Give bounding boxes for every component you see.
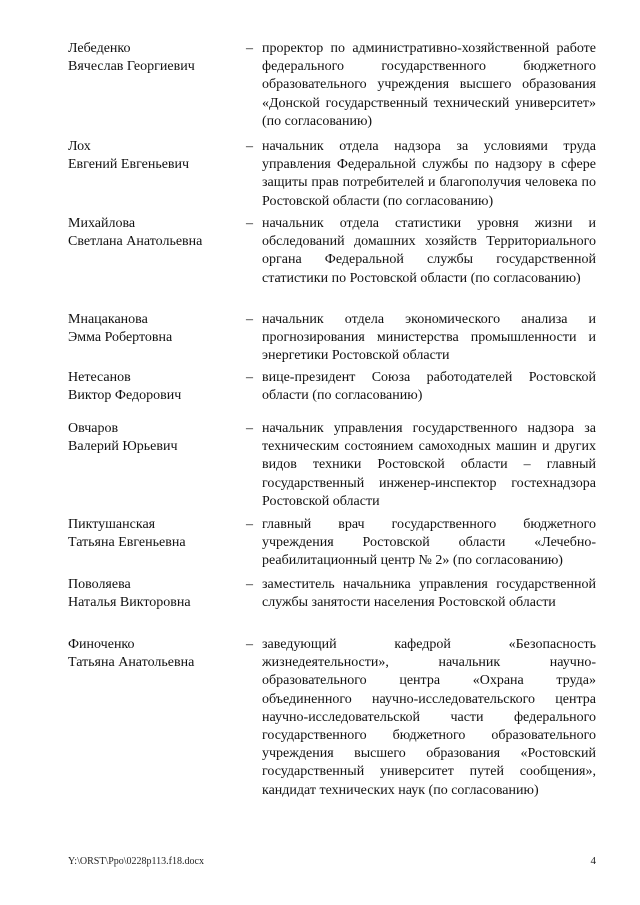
member-given-name: Виктор Федорович: [68, 388, 182, 404]
member-position: проректор по административно-хозяйственной работе федерального государственного бюджетного образовательного учреждения высшего образования «Донской государственный технический университет» (по согласованию): [262, 41, 596, 129]
member-name: [68, 636, 246, 672]
member-entry: [68, 516, 596, 576]
member-position: начальник отдела экономического анализа и прогнозирования министерства промышленности и энергетики Ростовской области: [262, 312, 596, 364]
member-entry: [68, 420, 596, 516]
member-surname: Михайлова: [68, 216, 136, 231]
member-given-name: Эмма Робертовна: [68, 330, 173, 346]
page-number: 4: [590, 855, 596, 867]
member-surname: Поволяева: [68, 577, 131, 592]
member-surname: Лох: [68, 139, 91, 154]
member-surname: Пиктушанская: [68, 517, 156, 532]
dash-separator: –: [246, 517, 253, 532]
member-list: [68, 40, 596, 800]
member-position: заведующий кафедрой «Безопасность жизнедеятельности», начальник научно-образовательного центра «Охрана труда» объединенного научно-исследовательского центра научно-исследовательской части федерального государственного бюджетного образовательного учреждения высшего образования «Ростовский государственный университет путей сообщения», кандидат технических наук (по согласованию): [262, 637, 596, 798]
member-given-name: Вячеслав Георгиевич: [68, 59, 195, 75]
dash-separator: –: [246, 637, 253, 652]
member-surname: Лебеденко: [68, 41, 131, 56]
member-given-name: Татьяна Анатольевна: [68, 655, 195, 671]
dash-separator: –: [246, 421, 253, 436]
member-name: [68, 369, 246, 405]
member-position: заместитель начальника управления государственной службы занятости населения Ростовской области: [262, 577, 596, 611]
member-surname: Нетесанов: [68, 370, 131, 385]
member-position: начальник отдела статистики уровня жизни и обследований домашних хозяйств Территориального органа Федеральной службы государственной статистики по Ростовской области (по согласованию): [262, 216, 596, 286]
member-name: [68, 138, 246, 174]
member-given-name: Татьяна Евгеньевна: [68, 535, 186, 551]
member-name: [68, 311, 246, 347]
member-surname: Финоченко: [68, 637, 135, 652]
dash-separator: –: [246, 139, 253, 154]
footer-file-path: Y:\ORST\Ppo\0228p113.f18.docx: [68, 856, 204, 867]
member-position: начальник отдела надзора за условиями труда управления Федеральной службы по надзору в сфере защиты прав потребителей и благополучия человека по Ростовской области (по согласованию): [262, 139, 596, 209]
member-entry: [68, 40, 596, 138]
member-position: вице-президент Союза работодателей Ростовской области (по согласованию): [262, 370, 596, 404]
member-position: главный врач государственного бюджетного учреждения Ростовской области «Лечебно-реабилитационный центр № 2» (по согласованию): [262, 517, 596, 569]
member-position: начальник управления государственного надзора за техническим состоянием самоходных машин и других видов техники Ростовской области – главный государственный инженер-инспектор гостехнадзора Ростовской области: [262, 421, 596, 509]
member-entry: [68, 369, 596, 420]
member-given-name: Светлана Анатольевна: [68, 234, 203, 250]
member-entry: [68, 311, 596, 369]
member-name: [68, 420, 246, 456]
member-surname: Овчаров: [68, 421, 119, 436]
dash-separator: –: [246, 312, 253, 327]
member-given-name: Евгений Евгеньевич: [68, 157, 190, 173]
member-name: [68, 576, 246, 612]
member-entry: [68, 215, 596, 311]
dash-separator: –: [246, 370, 253, 385]
member-given-name: Наталья Викторовна: [68, 595, 191, 611]
member-entry: [68, 138, 596, 215]
dash-separator: –: [246, 41, 253, 56]
member-entry: [68, 576, 596, 636]
member-entry: [68, 636, 596, 800]
dash-separator: –: [246, 216, 253, 231]
dash-separator: –: [246, 577, 253, 592]
member-given-name: Валерий Юрьевич: [68, 439, 178, 455]
member-name: [68, 215, 246, 251]
member-name: [68, 516, 246, 552]
member-name: [68, 40, 246, 76]
member-surname: Мнацаканова: [68, 312, 148, 327]
